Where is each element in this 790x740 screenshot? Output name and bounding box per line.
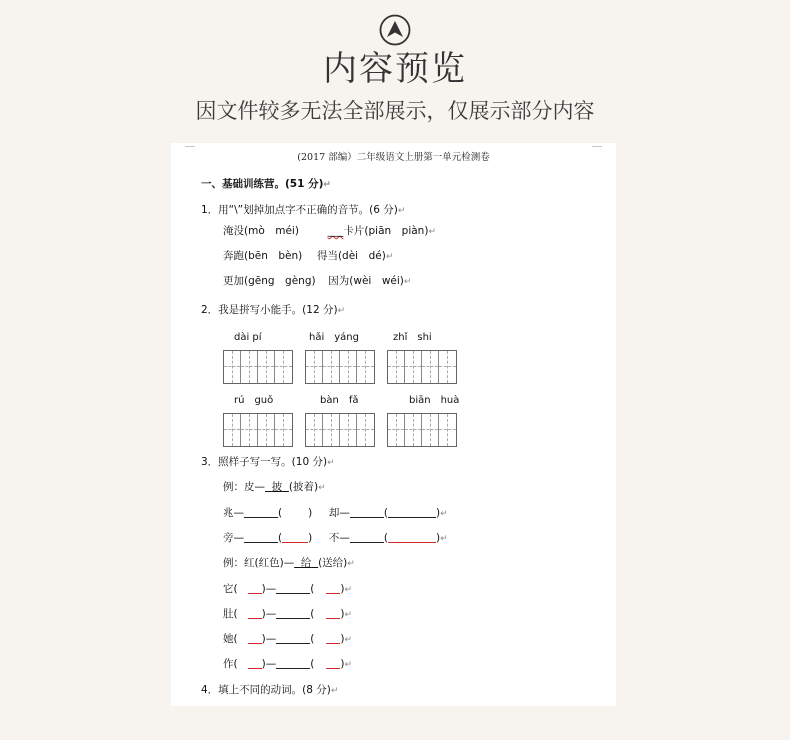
crop-mark bbox=[185, 146, 195, 147]
pinyin-prompt: biān huà bbox=[409, 395, 460, 406]
q3-char-row[interactable]: 它( )— ( )↵ bbox=[223, 583, 352, 595]
q1-row: 更加(gēng gèng) 因为(wèi wéi)↵ bbox=[223, 275, 412, 287]
q3-char-row[interactable]: 她( )— ( )↵ bbox=[223, 633, 352, 645]
pinyin-prompt: dài pí bbox=[234, 332, 262, 343]
q3-row[interactable]: 兆— ( ) 却— ( )↵ bbox=[223, 507, 448, 519]
pinyin-prompt: zhǐ shi bbox=[393, 332, 432, 343]
question-3: 3．照样子写一写。(10 分)↵ bbox=[201, 456, 335, 468]
writing-grid[interactable] bbox=[387, 350, 457, 384]
q3-example: 例：皮— 披 (披着)↵ bbox=[223, 481, 326, 493]
page-subtitle: 因文件较多无法全部展示，仅展示部分内容 bbox=[195, 99, 595, 123]
pinyin-prompt: bàn fǎ bbox=[320, 395, 359, 406]
page-title: 内容预览 bbox=[323, 49, 467, 89]
q3-char-row[interactable]: 作( )— ( )↵ bbox=[223, 658, 352, 670]
section-heading: 一、基础训练营。(51 分)↵ bbox=[201, 178, 331, 190]
writing-grid[interactable] bbox=[305, 413, 375, 447]
up-arrow-logo-icon bbox=[379, 14, 411, 46]
writing-grid[interactable] bbox=[305, 350, 375, 384]
question-4: 4．填上不同的动词。(8 分)↵ bbox=[201, 684, 339, 696]
crop-mark bbox=[592, 146, 602, 147]
q3-char-row[interactable]: 肚( )— ( )↵ bbox=[223, 608, 352, 620]
pinyin-prompt: hǎi yáng bbox=[309, 332, 359, 343]
q3-example: 例：红(红色)— 给 (送给)↵ bbox=[223, 557, 355, 569]
document-preview bbox=[171, 143, 616, 706]
pinyin-prompt: rú guǒ bbox=[234, 395, 274, 406]
q1-row: 淹没(mò méi) ___卡片(piān piàn)↵ bbox=[223, 225, 436, 237]
q1-row: 奔跑(bēn bèn) 得当(dèi dé)↵ bbox=[223, 250, 394, 262]
writing-grid[interactable] bbox=[223, 413, 293, 447]
q3-row[interactable]: 旁— ( ) 不— ( )↵ bbox=[223, 532, 448, 544]
document-title: (2017 部编）二年级语文上册第一单元检测卷 bbox=[297, 152, 490, 163]
question-2: 2．我是拼写小能手。(12 分)↵ bbox=[201, 304, 346, 316]
writing-grid[interactable] bbox=[387, 413, 457, 447]
question-1: 1．用“\”划掉加点字不正确的音节。(6 分)↵ bbox=[201, 204, 406, 216]
writing-grid[interactable] bbox=[223, 350, 293, 384]
